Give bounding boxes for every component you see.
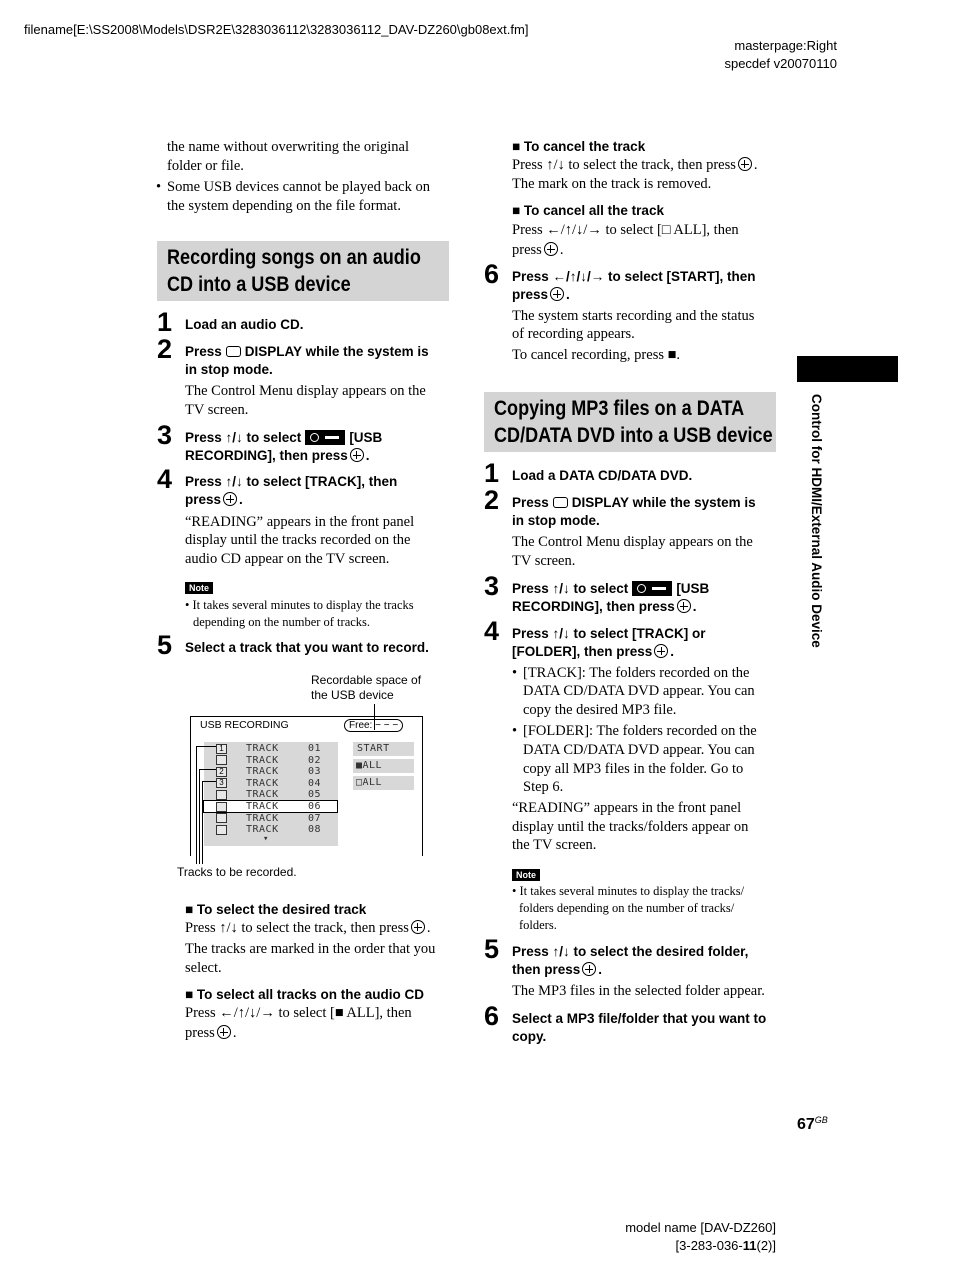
- step-number-1: 1: [157, 307, 173, 337]
- sub4-line-2: press .: [512, 242, 564, 258]
- bullet-dot: •: [156, 179, 162, 195]
- track-checkbox[interactable]: [216, 755, 227, 765]
- footer-model: model name [DAV-DZ260]: [625, 1220, 776, 1235]
- enter-button-icon: [223, 492, 237, 506]
- step-number-2: 2: [157, 334, 173, 364]
- bullet-1-line-1: Some USB devices cannot be played back on: [167, 179, 430, 195]
- step-6-text: Press ←/↑/↓/→ to select [START], then press .: [512, 269, 756, 302]
- step-1-text: Load an audio CD.: [185, 317, 304, 332]
- step-2-body-2: TV screen.: [185, 402, 249, 418]
- sub2-line-2: press .: [185, 1025, 237, 1041]
- section-title-line-2: CD into a USB device: [167, 273, 351, 296]
- sub1-line-3: select.: [185, 960, 222, 976]
- osd-more-arrow: ▾: [263, 834, 269, 844]
- step-2-body-1: The Control Menu display appears on the: [512, 534, 753, 550]
- step-5-body: The MP3 files in the selected folder appear.: [512, 983, 765, 999]
- r4-body-3: the TV screen.: [512, 837, 597, 853]
- track-label: TRACK: [246, 743, 279, 754]
- enter-button-icon: [411, 920, 425, 934]
- track-checkbox[interactable]: [216, 813, 227, 823]
- page-number: $67^{GB}$: [797, 1115, 828, 1133]
- note-badge: Note: [185, 582, 213, 594]
- step-6-body-1: The system starts recording and the status: [512, 308, 755, 324]
- enter-button-icon: [544, 242, 558, 256]
- subheading-select-track: ■ To select the desired track: [185, 902, 367, 917]
- step-number-3: 3: [157, 420, 173, 450]
- track-number: 05: [308, 789, 322, 801]
- step-6-text: Select a MP3 file/folder that you want to copy.: [512, 1011, 767, 1044]
- step-6-body-2: of recording appears.: [512, 326, 635, 342]
- r4-bullet-2-line-2: DATA CD/DATA DVD appear. You can: [523, 742, 755, 758]
- display-button-icon: [226, 346, 241, 357]
- subheading-select-all: ■ To select all tracks on the audio CD: [185, 987, 424, 1002]
- callout-line-tracks-2: [199, 769, 200, 864]
- step-5-text: Select a track that you want to record.: [185, 640, 429, 655]
- footer-code: [3-283-036-11(2)]: [675, 1238, 776, 1253]
- step-4-text: Press ↑/↓ to select [TRACK] or [FOLDER], then press .: [512, 626, 706, 659]
- track-checkbox[interactable]: 2: [216, 767, 227, 777]
- display-button-icon: [553, 497, 568, 508]
- track-checkbox[interactable]: 1: [216, 744, 227, 754]
- step-number-3: 3: [484, 571, 500, 601]
- bullet-1-line-2: the system depending on the file format.: [167, 198, 401, 214]
- track-label: TRACK: [246, 754, 279, 766]
- note-line-1: • It takes several minutes to display the tracks: [185, 598, 414, 612]
- step-2-body-2: TV screen.: [512, 553, 576, 569]
- track-number: 07: [308, 812, 322, 824]
- step-4-text: Press ↑/↓ to select [TRACK], then press .: [185, 474, 398, 507]
- step-3-text: Press ↑/↓ to select [USB RECORDING], then press .: [512, 581, 710, 614]
- header-specdef: specdef v20070110: [724, 56, 837, 71]
- step-4-body-3: audio CD appear on the TV screen.: [185, 551, 390, 567]
- r4-bullet-1-line-3: copy the desired MP3 file.: [523, 702, 677, 718]
- step-2-text: Press DISPLAY while the system is in stop mode.: [185, 344, 429, 377]
- section-title-line-1: Recording songs on an audio: [167, 246, 421, 269]
- enter-button-icon: [582, 962, 596, 976]
- section-title-line-1: Copying MP3 files on a DATA: [494, 397, 745, 420]
- step-2-text: Press DISPLAY while the system is in stop mode.: [512, 495, 756, 528]
- r4-body-2: display until the tracks/folders appear on: [512, 819, 749, 835]
- sub1-line-2: The tracks are marked in the order that you: [185, 941, 436, 957]
- subheading-cancel-all: ■ To cancel all the track: [512, 203, 664, 218]
- step-number-4: 4: [484, 616, 500, 646]
- sub1-line-1: Press ↑/↓ to select the track, then press .: [185, 920, 431, 936]
- track-number: 06: [308, 801, 322, 812]
- track-number: 01: [308, 743, 322, 754]
- r4-bullet-2-line-4: Step 6.: [523, 779, 564, 795]
- callout-recordable-space: Recordable space of the USB device: [311, 673, 422, 702]
- track-label: TRACK: [246, 812, 279, 824]
- track-checkbox[interactable]: [216, 825, 227, 835]
- track-label: TRACK: [246, 801, 279, 812]
- intro-line-1: the name without overwriting the original: [167, 139, 410, 155]
- step-number-6: 6: [484, 259, 500, 289]
- step-4-body-2: display until the tracks recorded on the: [185, 532, 411, 548]
- track-checkbox[interactable]: [216, 802, 227, 812]
- side-tab: [807, 394, 825, 704]
- osd-start-label: START: [357, 743, 390, 754]
- r4-bullet-1-line-2: DATA CD/DATA DVD appear. You can: [523, 683, 755, 699]
- side-tab-label: Control for HDMI/External Audio Device: [809, 394, 824, 648]
- track-checkbox[interactable]: [216, 790, 227, 800]
- step-6-body-3: To cancel recording, press ■.: [512, 347, 680, 363]
- section-title-line-2: CD/DATA DVD into a USB device: [494, 424, 773, 447]
- sub2-line-1: Press ←/↑/↓/→ to select [■ ALL], then: [185, 1005, 412, 1021]
- enter-button-icon: [217, 1025, 231, 1039]
- track-number: 03: [308, 766, 322, 778]
- section-title-recording: [157, 241, 449, 301]
- note-badge: Note: [512, 869, 540, 881]
- r4-bullet-2-line-3: copy all MP3 files in the folder. Go to: [523, 761, 744, 777]
- intro-line-2: folder or file.: [167, 158, 244, 174]
- callout-tick-2: [199, 769, 216, 770]
- step-1-text: Load a DATA CD/DATA DVD.: [512, 468, 693, 483]
- note-line-2: depending on the number of tracks.: [193, 615, 371, 629]
- bullet-dot: •: [512, 723, 518, 739]
- track-checkbox[interactable]: 3: [216, 778, 227, 788]
- callout-line-tracks-3: [202, 781, 203, 864]
- note-line-1: • It takes several minutes to display the tracks/: [512, 884, 745, 898]
- enter-button-icon: [738, 157, 752, 171]
- note-line-3: folders.: [519, 918, 557, 932]
- usb-recording-icon: [632, 581, 672, 596]
- track-label: TRACK: [246, 777, 279, 789]
- osd-title: USB RECORDING: [200, 719, 289, 731]
- enter-button-icon: [654, 644, 668, 658]
- callout-line-tracks: [196, 746, 197, 864]
- enter-button-icon: [550, 287, 564, 301]
- section-title-copying: [484, 392, 776, 452]
- step-5-text: Press ↑/↓ to select the desired folder, then press .: [512, 944, 749, 977]
- osd-cancel-all-label: □ALL: [356, 777, 383, 788]
- step-2-body-1: The Control Menu display appears on the: [185, 383, 426, 399]
- sub3-line-2: The mark on the track is removed.: [512, 176, 712, 192]
- r4-body-1: “READING” appears in the front panel: [512, 800, 742, 816]
- step-number-2: 2: [484, 485, 500, 515]
- enter-button-icon: [350, 448, 364, 462]
- osd-select-all-label: ■ALL: [356, 760, 383, 771]
- header-filename: filename[E:\SS2008\Models\DSR2E\3283036112\3283036112_DAV-DZ260\gb08ext.fm]: [24, 22, 529, 37]
- r4-bullet-2-line-1: [FOLDER]: The folders recorded on the: [523, 723, 757, 739]
- track-number: 04: [308, 777, 322, 789]
- step-3-text: Press ↑/↓ to select [USB RECORDING], then press .: [185, 430, 383, 463]
- header-masterpage: masterpage:Right: [734, 38, 837, 53]
- step-number-1: 1: [484, 458, 500, 488]
- sub3-line-1: Press ↑/↓ to select the track, then press .: [512, 157, 758, 173]
- callout-tick-3: [202, 781, 216, 782]
- track-label: TRACK: [246, 824, 279, 836]
- track-label: TRACK: [246, 766, 279, 778]
- side-tab-marker: [797, 356, 898, 382]
- step-4-body-1: “READING” appears in the front panel: [185, 514, 415, 530]
- note-line-2: folders depending on the number of tracks/: [519, 901, 735, 915]
- track-number: 08: [308, 824, 322, 836]
- step-number-4: 4: [157, 464, 173, 494]
- track-label: TRACK: [246, 789, 279, 801]
- callout-tracks-to-record: Tracks to be recorded.: [177, 865, 297, 879]
- callout-tick-1: [196, 746, 216, 747]
- step-number-6: 6: [484, 1001, 500, 1031]
- step-number-5: 5: [484, 934, 500, 964]
- bullet-dot: •: [512, 665, 518, 681]
- sub4-line-1: Press ←/↑/↓/→ to select [□ ALL], then: [512, 222, 739, 238]
- osd-free-indicator: Free: − − −: [344, 719, 403, 732]
- subheading-cancel-track: ■ To cancel the track: [512, 139, 646, 154]
- enter-button-icon: [677, 599, 691, 613]
- r4-bullet-1-line-1: [TRACK]: The folders recorded on the: [523, 665, 750, 681]
- track-number: 02: [308, 754, 322, 766]
- usb-recording-icon: [305, 430, 345, 445]
- step-number-5: 5: [157, 630, 173, 660]
